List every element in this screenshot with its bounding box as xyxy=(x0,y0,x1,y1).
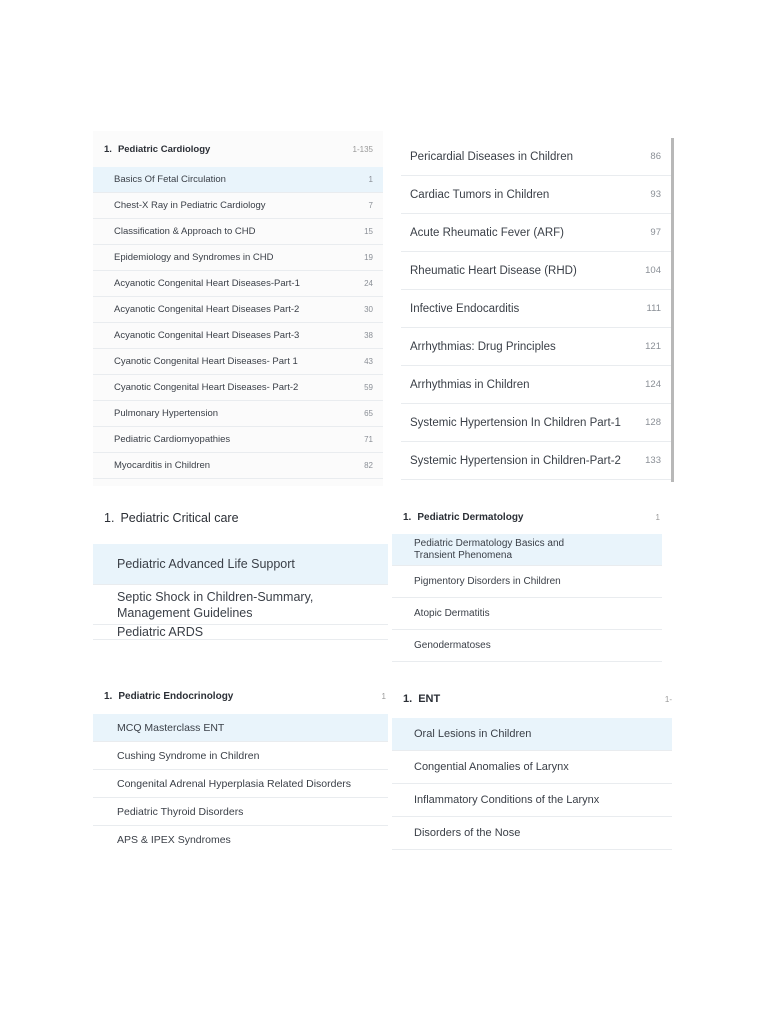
topic-label xyxy=(414,538,564,562)
topic-label: Rheumatic Heart Disease (RHD) xyxy=(410,264,577,277)
topic-row[interactable] xyxy=(392,751,672,784)
topic-row[interactable] xyxy=(93,427,383,453)
topic-row[interactable] xyxy=(93,297,383,323)
topic-row[interactable] xyxy=(93,798,388,826)
topic-label: Pediatric ARDS xyxy=(117,625,204,639)
topic-label: Cyanotic Congenital Heart Diseases- Part-2 xyxy=(114,382,299,393)
topic-label: Atopic Dermatitis xyxy=(414,608,490,619)
chapter-number: 1. xyxy=(104,511,115,525)
topic-page: 15 xyxy=(364,227,373,236)
topic-row[interactable] xyxy=(392,784,672,817)
topic-row[interactable] xyxy=(401,328,671,366)
topic-label: Cushing Syndrome in Children xyxy=(117,749,260,762)
chapter-header[interactable] xyxy=(392,680,672,718)
topic-page: 65 xyxy=(364,409,373,418)
critical-care-chapter-panel xyxy=(93,492,388,665)
cardiology-chapter-panel xyxy=(93,131,383,486)
ent-chapter-panel xyxy=(392,680,672,855)
topic-row[interactable] xyxy=(93,742,388,770)
topic-page: 19 xyxy=(364,253,373,262)
topic-row[interactable] xyxy=(93,349,383,375)
cardiology-continued-panel xyxy=(401,138,674,482)
topic-label: Pigmentory Disorders in Children xyxy=(414,576,561,587)
topic-label: Inflammatory Conditions of the Larynx xyxy=(414,794,600,806)
topic-page: 1 xyxy=(368,175,373,184)
topic-label: Systemic Hypertension in Children-Part-2 xyxy=(410,454,621,467)
topic-row[interactable] xyxy=(401,404,671,442)
topic-page: 43 xyxy=(364,357,373,366)
topic-label: MCQ Masterclass ENT xyxy=(117,721,225,734)
chapter-header[interactable] xyxy=(392,500,662,534)
topic-label-line1: Septic Shock in Children-Summary, xyxy=(117,589,314,604)
chapter-title: Pediatric Dermatology xyxy=(417,511,524,523)
chapter-page-range: 1 xyxy=(655,512,660,522)
chapter-header[interactable] xyxy=(93,678,388,714)
topic-label: Acyanotic Congenital Heart Diseases-Part-1 xyxy=(114,278,300,289)
topic-page: 86 xyxy=(650,151,661,162)
topic-page: 7 xyxy=(368,201,373,210)
topic-label: Congenital Adrenal Hyperplasia Related Disorders xyxy=(117,777,352,790)
topic-row[interactable] xyxy=(392,718,672,751)
topic-label: Chest-X Ray in Pediatric Cardiology xyxy=(114,200,266,211)
topic-page: 124 xyxy=(645,379,661,390)
topic-label: Arrhythmias: Drug Principles xyxy=(410,340,556,353)
topic-row[interactable] xyxy=(93,770,388,798)
dermatology-chapter-panel xyxy=(392,500,662,665)
topic-page: 24 xyxy=(364,279,373,288)
topic-page: 104 xyxy=(645,265,661,276)
chapter-title: Pediatric Cardiology xyxy=(117,143,211,155)
chapter-number: 1. xyxy=(104,690,113,702)
topic-label: Pericardial Diseases in Children xyxy=(410,150,573,163)
chapter-header[interactable] xyxy=(93,492,388,544)
topic-label: Disorders of the Nose xyxy=(414,827,521,839)
topic-row[interactable] xyxy=(392,566,662,598)
topic-row[interactable] xyxy=(93,245,383,271)
topic-row[interactable] xyxy=(93,453,383,479)
chapter-number: 1. xyxy=(403,511,412,523)
topic-label-line2: Management Guidelines xyxy=(117,605,253,620)
topic-label: Genodermatoses xyxy=(414,640,491,651)
topic-label: Congential Anomalies of Larynx xyxy=(414,761,569,773)
topic-label: Pediatric Advanced Life Support xyxy=(117,557,295,571)
chapter-page-range: 1- xyxy=(664,694,672,704)
topic-row[interactable] xyxy=(93,167,383,193)
topic-row[interactable] xyxy=(93,271,383,297)
topic-label: Pediatric Cardiomyopathies xyxy=(114,434,231,445)
chapter-number: 1. xyxy=(104,143,112,155)
topic-label: Cyanotic Congenital Heart Diseases- Part 1 xyxy=(114,356,298,367)
topic-row[interactable] xyxy=(93,219,383,245)
topic-label: Acyanotic Congenital Heart Diseases Part-3 xyxy=(114,330,300,341)
topic-label: Classification & Approach to CHD xyxy=(114,226,256,237)
topic-row[interactable] xyxy=(392,817,672,850)
chapter-page-range: 1-135 xyxy=(352,144,373,154)
topic-label: Oral Lesions in Children xyxy=(414,728,532,740)
topic-label-line1: Pediatric Dermatology Basics and xyxy=(414,537,565,549)
topic-page: 38 xyxy=(364,331,373,340)
topic-row[interactable] xyxy=(93,375,383,401)
topic-row[interactable] xyxy=(392,534,662,566)
topic-page: 82 xyxy=(364,461,373,470)
topic-page: 133 xyxy=(645,455,661,466)
topic-row[interactable] xyxy=(401,176,671,214)
topic-row[interactable] xyxy=(401,138,671,176)
topic-row[interactable] xyxy=(93,193,383,219)
topic-row[interactable] xyxy=(93,826,388,854)
topic-label: Myocarditis in Children xyxy=(114,460,211,471)
topic-page: 121 xyxy=(645,341,661,352)
topic-label: Acyanotic Congenital Heart Diseases Part-2 xyxy=(114,304,300,315)
topic-page: 97 xyxy=(650,227,661,238)
topic-row[interactable] xyxy=(93,401,383,427)
topic-page: 93 xyxy=(650,189,661,200)
topic-row[interactable] xyxy=(93,585,388,625)
topic-row[interactable] xyxy=(93,323,383,349)
topic-label-line2: Transient Phenomena xyxy=(414,549,513,561)
topic-label: Pulmonary Hypertension xyxy=(114,408,219,419)
topic-row[interactable] xyxy=(392,630,662,662)
topic-row[interactable] xyxy=(401,442,671,480)
topic-label: Infective Endocarditis xyxy=(410,302,520,315)
topic-row[interactable] xyxy=(93,714,388,742)
topic-label: Systemic Hypertension In Children Part-1 xyxy=(410,416,621,429)
topic-row[interactable] xyxy=(392,598,662,630)
topic-label: Pediatric Thyroid Disorders xyxy=(117,805,244,818)
chapter-title: Pediatric Critical care xyxy=(120,511,239,525)
topic-row[interactable] xyxy=(401,252,671,290)
chapter-title: Pediatric Endocrinology xyxy=(118,690,234,702)
topic-label: Acute Rheumatic Fever (ARF) xyxy=(410,226,565,239)
topic-page: 30 xyxy=(364,305,373,314)
topic-page: 59 xyxy=(364,383,373,392)
topic-label: Epidemiology and Syndromes in CHD xyxy=(114,252,274,263)
topic-page: 111 xyxy=(646,303,661,314)
topic-row[interactable] xyxy=(93,544,388,585)
topic-page: 128 xyxy=(645,417,661,428)
chapter-title: ENT xyxy=(418,693,441,705)
topic-page: 71 xyxy=(364,435,373,444)
topic-label: Cardiac Tumors in Children xyxy=(410,188,550,201)
topic-row[interactable] xyxy=(401,290,671,328)
chapter-header[interactable] xyxy=(93,131,383,167)
topic-row[interactable] xyxy=(401,366,671,404)
topic-label: Arrhythmias in Children xyxy=(410,378,530,391)
chapter-number: 1. xyxy=(403,693,413,705)
topic-row[interactable] xyxy=(93,625,388,640)
topic-row[interactable] xyxy=(401,214,671,252)
topic-label: APS & IPEX Syndromes xyxy=(117,834,231,846)
topic-label xyxy=(117,589,313,621)
chapter-page-range: 1 xyxy=(381,691,386,701)
endocrinology-chapter-panel xyxy=(93,678,388,858)
topic-label: Basics Of Fetal Circulation xyxy=(114,174,226,185)
